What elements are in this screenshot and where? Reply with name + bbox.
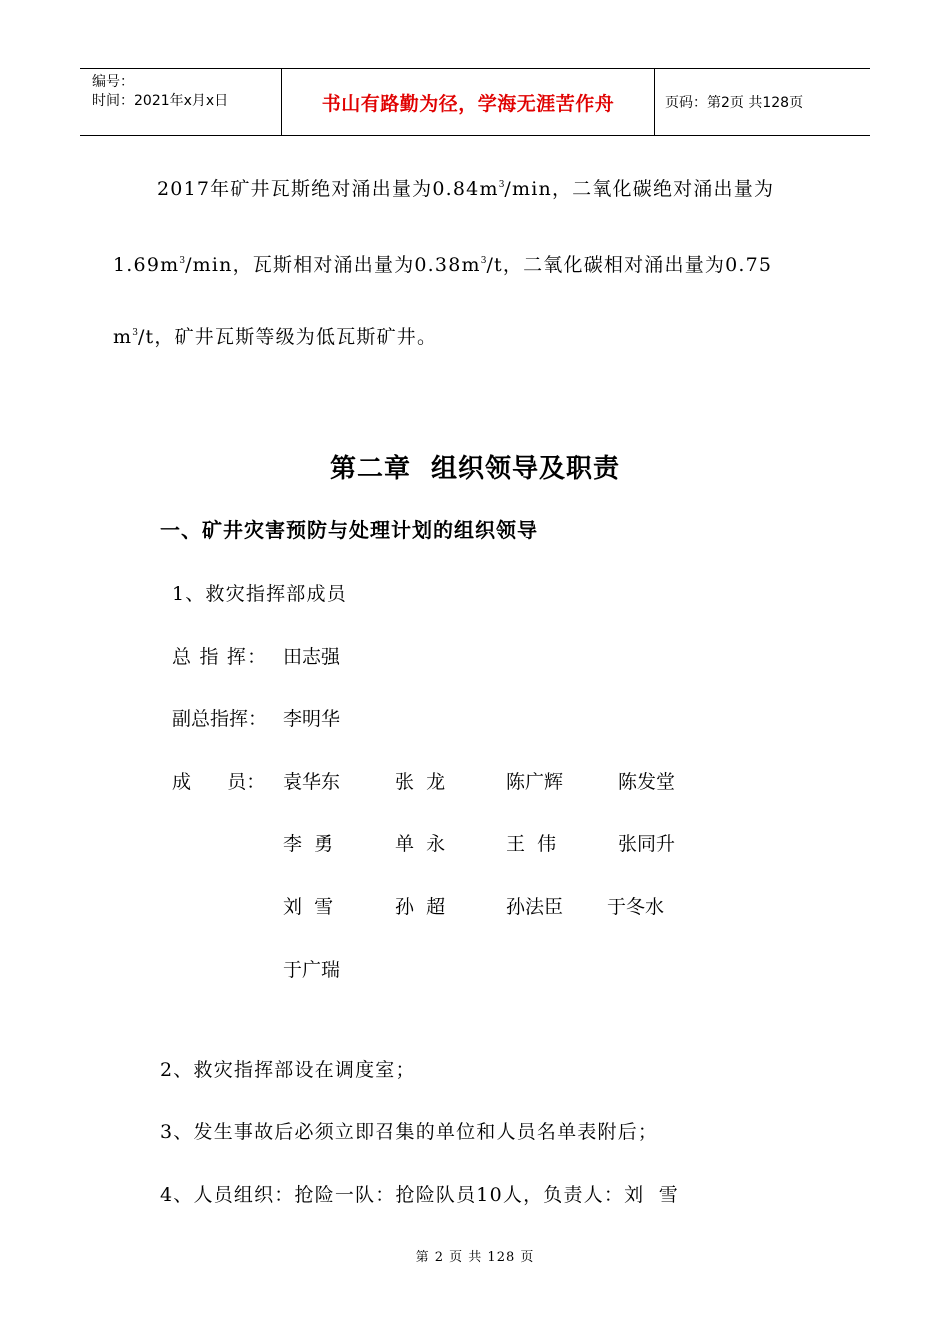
member-name: 孙法臣 <box>506 896 564 918</box>
member-name: 李 勇 <box>283 833 334 855</box>
member-name: 孙 超 <box>395 896 446 918</box>
member-name: 于广瑞 <box>283 959 341 981</box>
deputy-label: 副总指挥： <box>172 708 268 730</box>
item-2: 2、救灾指挥部设在调度室； <box>160 1059 416 1081</box>
chief-name: 田志强 <box>283 646 341 668</box>
member-name: 刘 雪 <box>283 896 334 918</box>
deputy-name: 李明华 <box>283 708 341 730</box>
member-name: 王 伟 <box>506 833 557 855</box>
chief-label: 总 指 挥： <box>172 646 268 668</box>
time-label: 时间：2021年x月x日 <box>92 93 229 109</box>
member-name: 单 永 <box>395 833 446 855</box>
item-3: 3、发生事故后必须立即召集的单位和人员名单表附后； <box>160 1121 659 1143</box>
member-name: 袁华东 <box>283 771 341 793</box>
page-header <box>80 68 870 136</box>
members-label: 成 员： <box>172 771 266 793</box>
paragraph-line-2: $1.69m^3/\min$，瓦斯相对涌出量为$0.38m^3/t$，二氧化碳相对涌出量为0.75 <box>113 254 773 276</box>
member-name: 张 龙 <box>395 771 446 793</box>
paragraph-line-3: $m^3/t$，矿井瓦斯等级为低瓦斯矿井。 <box>113 326 438 348</box>
section-title: 一、矿井灾害预防与处理计划的组织领导 <box>160 518 538 542</box>
number-label: 编号： <box>92 74 134 90</box>
paragraph-line-1: 2017年矿井瓦斯绝对涌出量为$0.84m^3/\min$，二氧化碳绝对涌出量为 <box>157 178 775 200</box>
member-name: 于冬水 <box>607 896 665 918</box>
item-1: 1、救灾指挥部成员 <box>172 583 347 605</box>
header-page-info: 页码：第2页 共128页 <box>665 95 804 111</box>
member-name: 陈广辉 <box>506 771 564 793</box>
header-motto: 书山有路勤为径，学海无涯苦作舟 <box>282 69 655 135</box>
item-4: 4、人员组织：抢险一队：抢险队员10人，负责人：刘 雪 <box>160 1184 679 1206</box>
member-name: 陈发堂 <box>618 771 676 793</box>
page-footer: 第 2 页 共 128 页 <box>415 1250 535 1265</box>
chapter-title: 第二章 组织领导及职责 <box>329 454 621 484</box>
member-name: 张同升 <box>618 833 676 855</box>
header-meta <box>80 69 282 135</box>
